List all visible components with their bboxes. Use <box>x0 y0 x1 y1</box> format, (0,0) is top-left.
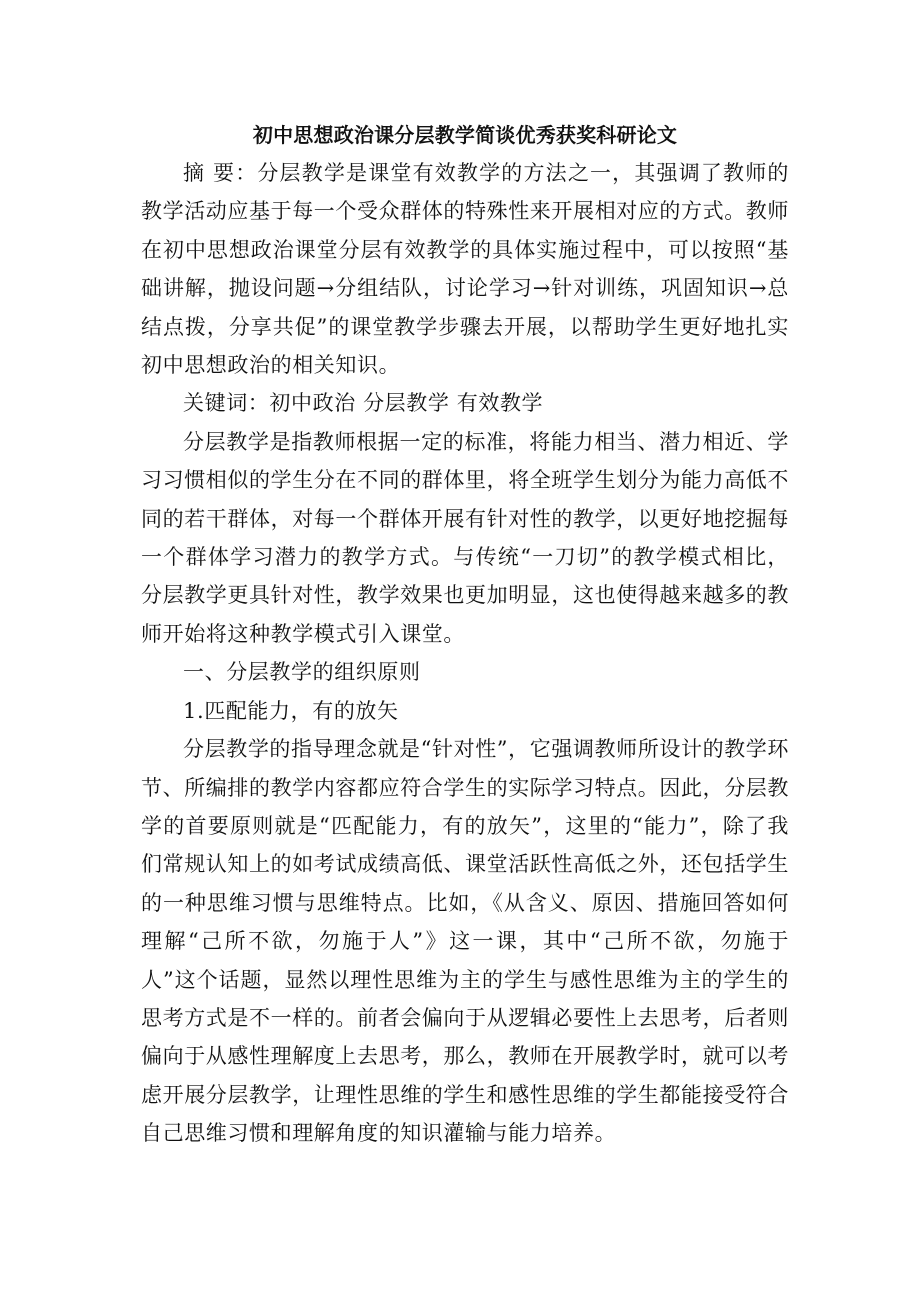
keywords-paragraph: 关键词：初中政治 分层教学 有效教学 <box>183 391 544 416</box>
document-title: 初中思想政治课分层教学简谈优秀获奖科研论文 <box>252 123 678 147</box>
document-body <box>141 116 789 1153</box>
section-heading: 一、分层教学的组织原则 <box>183 660 421 685</box>
body-paragraph: 分层教学的指导理念就是“针对性”，它强调教师所设计的教学环节、所编排的教学内容都应符合学生的实际学习特点。因此，分层教学的首要原则就是“匹配能力，有的放矢”，这里的“能力”，除了我们常规认知上的如考试成绩高低、课堂活跃性高低之外，还包括学生的一种思维习惯与思维特点。比如，《从含义、原因、措施回答如何理解“己所不欲，勿施于人”》这一课，其中“己所不欲，勿施于人”这个话题，显然以理性思维为主的学生与感性思维为主的学生的思考方式是不一样的。前者会偏向于从逻辑必要性上去思考，后者则偏向于从感性理解度上去思考，那么，教师在开展教学时，就可以考虑开展分层教学，让理性思维的学生和感性思维的学生都能接受符合自己思维习惯和理解角度的知识灌输与能力培养。 <box>141 737 789 1146</box>
abstract-paragraph: 摘 要：分层教学是课堂有效教学的方法之一，其强调了教师的教学活动应基于每一个受众群体的特殊性来开展相对应的方式。教师在初中思想政治课堂分层有效教学的具体实施过程中，可以按照“基础讲解，抛设问题→分组结队，讨论学习→针对训练，巩固知识→总结点拨，分享共促”的课堂教学步骤去开展，以帮助学生更好地扎实初中思想政治的相关知识。 <box>141 161 789 378</box>
subsection-heading: 1.匹配能力，有的放矢 <box>183 698 399 723</box>
intro-paragraph: 分层教学是指教师根据一定的标准，将能力相当、潜力相近、学习习惯相似的学生分在不同的群体里，将全班学生划分为能力高低不同的若干群体，对每一个群体开展有针对性的教学，以更好地挖掘每一个群体学习潜力的教学方式。与传统“一刀切”的教学模式相比，分层教学更具针对性，教学效果也更加明显，这也使得越来越多的教师开始将这种教学模式引入课堂。 <box>141 429 789 646</box>
